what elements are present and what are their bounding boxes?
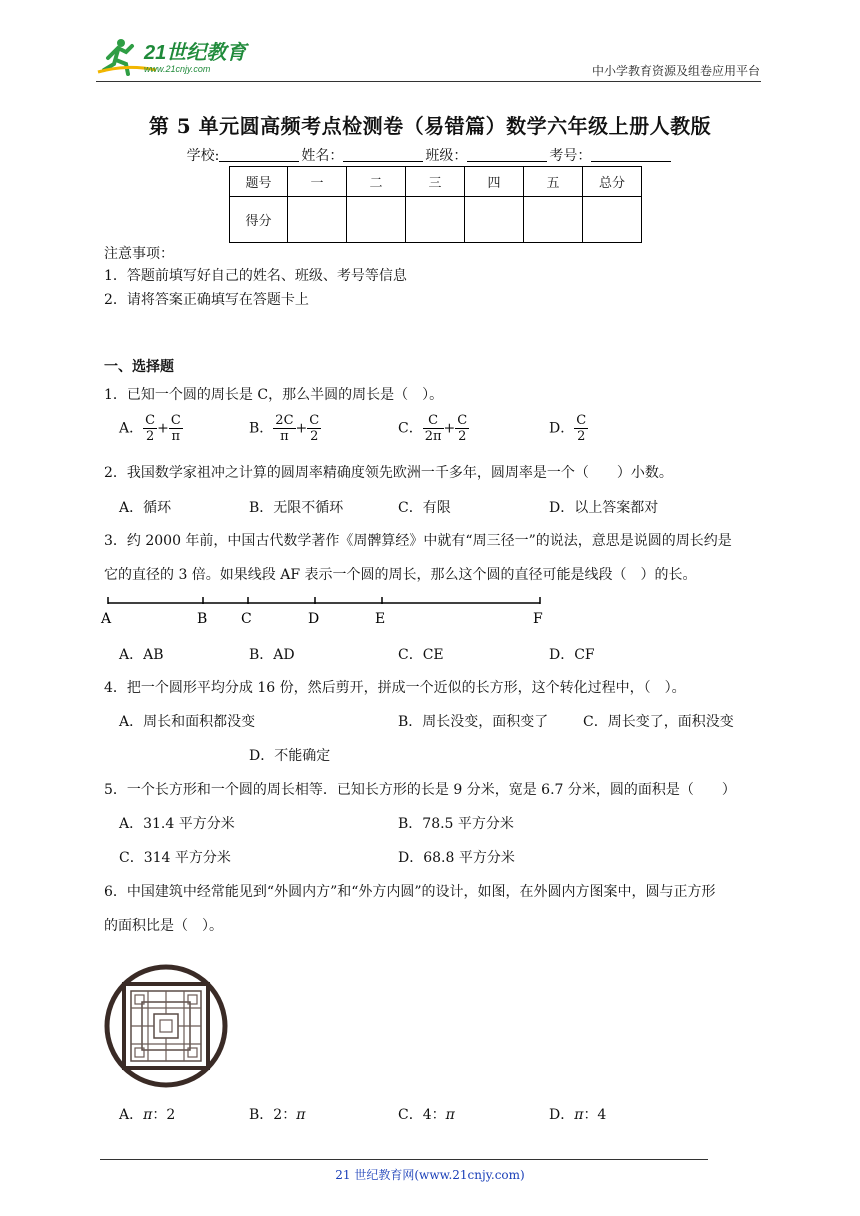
score-input-cell[interactable] — [465, 197, 524, 243]
point-label-a: A — [101, 611, 112, 627]
q1-option-a[interactable]: A． $\frac{C}{2}$ + $\frac{C}{\pi}$ — [119, 413, 181, 444]
score-input-cell[interactable] — [524, 197, 583, 243]
score-table — [229, 166, 642, 243]
q3-option-d[interactable]: D．CF — [549, 647, 595, 663]
pi-symbol: π — [143, 1107, 153, 1123]
q5-option-c[interactable]: C．314 平方分米 — [119, 850, 231, 866]
q3-option-a[interactable]: A．AB — [119, 647, 164, 663]
header-divider — [96, 81, 761, 82]
score-table-cell: 五 — [524, 167, 583, 197]
q4-option-a[interactable]: A．周长和面积都没变 — [119, 714, 256, 730]
q1-option-b[interactable]: B． $\frac{2C}{\pi}$ + $\frac{C}{2}$ — [249, 413, 320, 444]
score-table-cell: 总分 — [583, 167, 642, 197]
score-table-cell: 题号 — [230, 167, 288, 197]
logo-text: 21世纪教育 — [144, 42, 247, 64]
pi-symbol: π — [445, 1107, 455, 1123]
point-label-c: C — [241, 611, 252, 627]
q5-option-d[interactable]: D．68.8 平方分米 — [398, 850, 515, 866]
school-label: 学校: — [186, 148, 220, 164]
note-item: 2．请将答案正确填写在答题卡上 — [104, 292, 309, 308]
score-table-score-row — [230, 197, 642, 243]
question-6-text-line1: 6．中国建筑中经常能见到“外圆内方”和“外方内圆”的设计，如图，在外圆内方图案中，圆与正方形 — [104, 884, 716, 900]
point-label-b: B — [197, 611, 208, 627]
note-item: 1．答题前填写好自己的姓名、班级、考号等信息 — [104, 268, 407, 284]
score-table-cell: 二 — [347, 167, 406, 197]
question-3-text-line2: 它的直径的 3 倍。如果线段 AF 表示一个圆的周长，那么这个圆的直径可能是线段（ ）的长。 — [104, 567, 697, 583]
q4-option-c[interactable]: C．周长变了，面积没变 — [583, 714, 734, 730]
q1-option-d[interactable]: D． $\frac{C}{2}$ — [549, 413, 587, 444]
footer-divider — [100, 1159, 708, 1160]
q1-option-c[interactable]: C． $\frac{C}{2\pi}$ + $\frac{C}{2}$ — [398, 413, 468, 444]
circle-square-lattice-figure — [104, 964, 228, 1088]
q3-option-c[interactable]: C．CE — [398, 647, 444, 663]
question-6-text-line2: 的面积比是（ ）。 — [104, 918, 223, 934]
q5-option-a[interactable]: A．31.4 平方分米 — [119, 816, 235, 832]
score-table-cell: 四 — [465, 167, 524, 197]
logo-url: www.21cnjy.com — [144, 64, 211, 74]
q4-option-d[interactable]: D．不能确定 — [249, 748, 331, 764]
question-4-text: 4．把一个圆形平均分成 16 份，然后剪开，拼成一个近似的长方形，这个转化过程中，（ ）。 — [104, 680, 686, 696]
q2-option-b[interactable]: B．无限不循环 — [249, 500, 344, 516]
school-field[interactable] — [219, 147, 299, 162]
q2-option-a[interactable]: A．循环 — [119, 500, 172, 516]
logo — [96, 34, 256, 78]
point-label-e: E — [375, 611, 386, 627]
pi-symbol: π — [574, 1107, 584, 1123]
pi-symbol: π — [296, 1107, 306, 1123]
class-field[interactable] — [467, 147, 547, 162]
question-3-text-line1: 3．约 2000 年前，中国古代数学著作《周髀算经》中就有“周三径一”的说法，意思是说圆的周长约是 — [104, 533, 732, 549]
question-1-text: 1．已知一个圆的周长是 C，那么半圆的周长是（ ）。 — [104, 387, 444, 403]
score-input-cell[interactable] — [583, 197, 642, 243]
score-input-cell[interactable] — [406, 197, 465, 243]
score-table-cell: 得分 — [230, 197, 288, 243]
q6-option-c[interactable]: C．4：π — [398, 1107, 455, 1123]
question-5-text: 5．一个长方形和一个圆的周长相等．已知长方形的长是 9 分米，宽是 6.7 分米，圆的面积是（ ） — [104, 782, 736, 798]
q6-option-a[interactable]: A．π：2 — [119, 1107, 176, 1123]
exam-number-label: 考号： — [549, 148, 592, 164]
name-field[interactable] — [343, 147, 423, 162]
section-heading: 一、选择题 — [104, 359, 174, 375]
q4-option-b[interactable]: B．周长没变，面积变了 — [398, 714, 549, 730]
footer-link[interactable]: 21 世纪教育网(www.21cnjy.com) — [335, 1168, 525, 1182]
header-platform-text: 中小学教育资源及组卷应用平台 — [591, 64, 760, 78]
q6-option-d[interactable]: D．π：4 — [549, 1107, 607, 1123]
score-input-cell[interactable] — [288, 197, 347, 243]
class-label: 班级： — [425, 148, 468, 164]
score-table-header-row — [230, 167, 642, 197]
student-info-line — [0, 145, 860, 165]
q6-option-b[interactable]: B．2：π — [249, 1107, 306, 1123]
page-title: 第 5 单元圆高频考点检测卷（易错篇）数学六年级上册人教版 — [148, 114, 712, 138]
name-label: 姓名： — [301, 148, 344, 164]
score-table-cell: 一 — [288, 167, 347, 197]
question-2-text: 2．我国数学家祖冲之计算的圆周率精确度领先欧洲一千多年，圆周率是一个（ ）小数。 — [104, 465, 673, 481]
point-label-d: D — [308, 611, 320, 627]
q2-option-d[interactable]: D．以上答案都对 — [549, 500, 659, 516]
exam-number-field[interactable] — [591, 147, 671, 162]
segment-diagram — [98, 592, 558, 628]
q5-option-b[interactable]: B．78.5 平方分米 — [398, 816, 514, 832]
score-input-cell[interactable] — [347, 197, 406, 243]
point-label-f: F — [533, 611, 543, 627]
q3-option-b[interactable]: B．AD — [249, 647, 295, 663]
score-table-cell: 三 — [406, 167, 465, 197]
q2-option-c[interactable]: C．有限 — [398, 500, 451, 516]
notes-heading: 注意事项： — [104, 246, 174, 262]
